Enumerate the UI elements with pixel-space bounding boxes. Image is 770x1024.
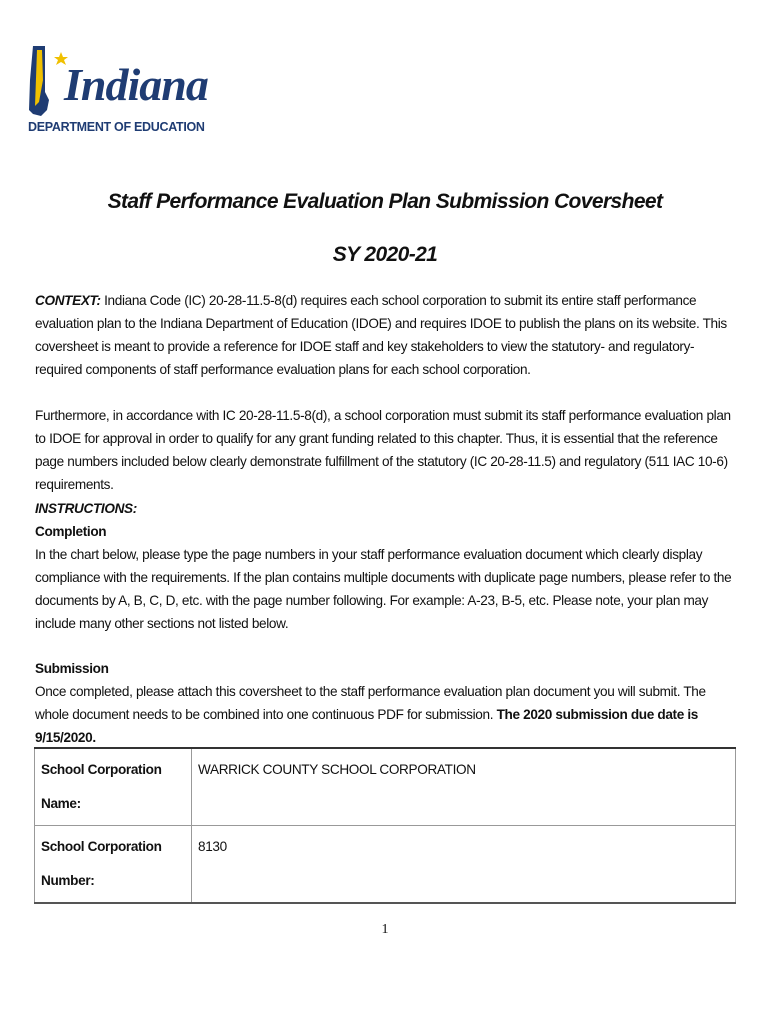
document-title: Staff Performance Evaluation Plan Submission Coversheet: [107, 190, 663, 213]
corporation-number-label: School Corporation Number:: [35, 826, 192, 904]
table-row: [35, 748, 736, 826]
context-text: Indiana Code (IC) 20-28-11.5-8(d) requires each school corporation to submit its entire staff performance evaluation plan to the Indiana Department of Education (IDOE) and requires IDOE to publish the plans on its website. This coversheet is meant to provide a reference for IDOE staff and key stakeholders to view the statutory- and regulatory-required components of staff performance evaluation plans for each school corporation.: [35, 293, 727, 377]
logo-subtitle: DEPARTMENT OF EDUCATION: [28, 120, 205, 134]
submission-heading: Submission: [35, 661, 109, 676]
context-paragraph: [35, 289, 741, 381]
page-number: 1: [381, 922, 389, 937]
corporation-info-table: [34, 747, 736, 904]
context-label: CONTEXT:: [35, 293, 101, 308]
submission-text: Once completed, please attach this coversheet to the staff performance evaluation plan document you will submit. The whole document needs to be combined into one continuous PDF for submission.: [35, 684, 706, 722]
corporation-number-field[interactable]: 8130: [192, 826, 736, 904]
idoe-logo: [27, 40, 208, 136]
submission-section: [35, 657, 741, 749]
instructions-section: [35, 497, 741, 635]
school-year: SY 2020-21: [332, 243, 438, 266]
corporation-name-label: School Corporation Name:: [35, 748, 192, 826]
completion-heading: Completion: [35, 524, 107, 539]
corporation-name-field[interactable]: WARRICK COUNTY SCHOOL CORPORATION: [192, 748, 736, 826]
furthermore-paragraph: Furthermore, in accordance with IC 20-28-11.5-8(d), a school corporation must submit its staff performance evaluation plan to IDOE for approval in order to qualify for any grant funding related to this chapter. Thus, it is essential that the reference page numbers included below clearly demonstrate fulfillment of the statutory (IC 20-28-11.5) and regulatory (511 IAC 10-6) requirements.: [35, 408, 731, 492]
table-row: [35, 826, 736, 904]
submission-paragraph: [35, 680, 741, 749]
completion-text: In the chart below, please type the page numbers in your staff performance evaluation document which clearly display compliance with the requirements. If the plan contains multiple documents with duplicate page numbers, please refer to the documents by A, B, C, D, etc. with the page number following. For example: A-23, B-5, etc. Please note, your plan may include many other sections not listed below.: [35, 547, 732, 631]
due-date: The 2020 submission due date is 9/15/2020.: [35, 707, 698, 745]
logo-wordmark: Indiana: [64, 59, 208, 110]
instructions-heading: INSTRUCTIONS:: [35, 501, 137, 516]
